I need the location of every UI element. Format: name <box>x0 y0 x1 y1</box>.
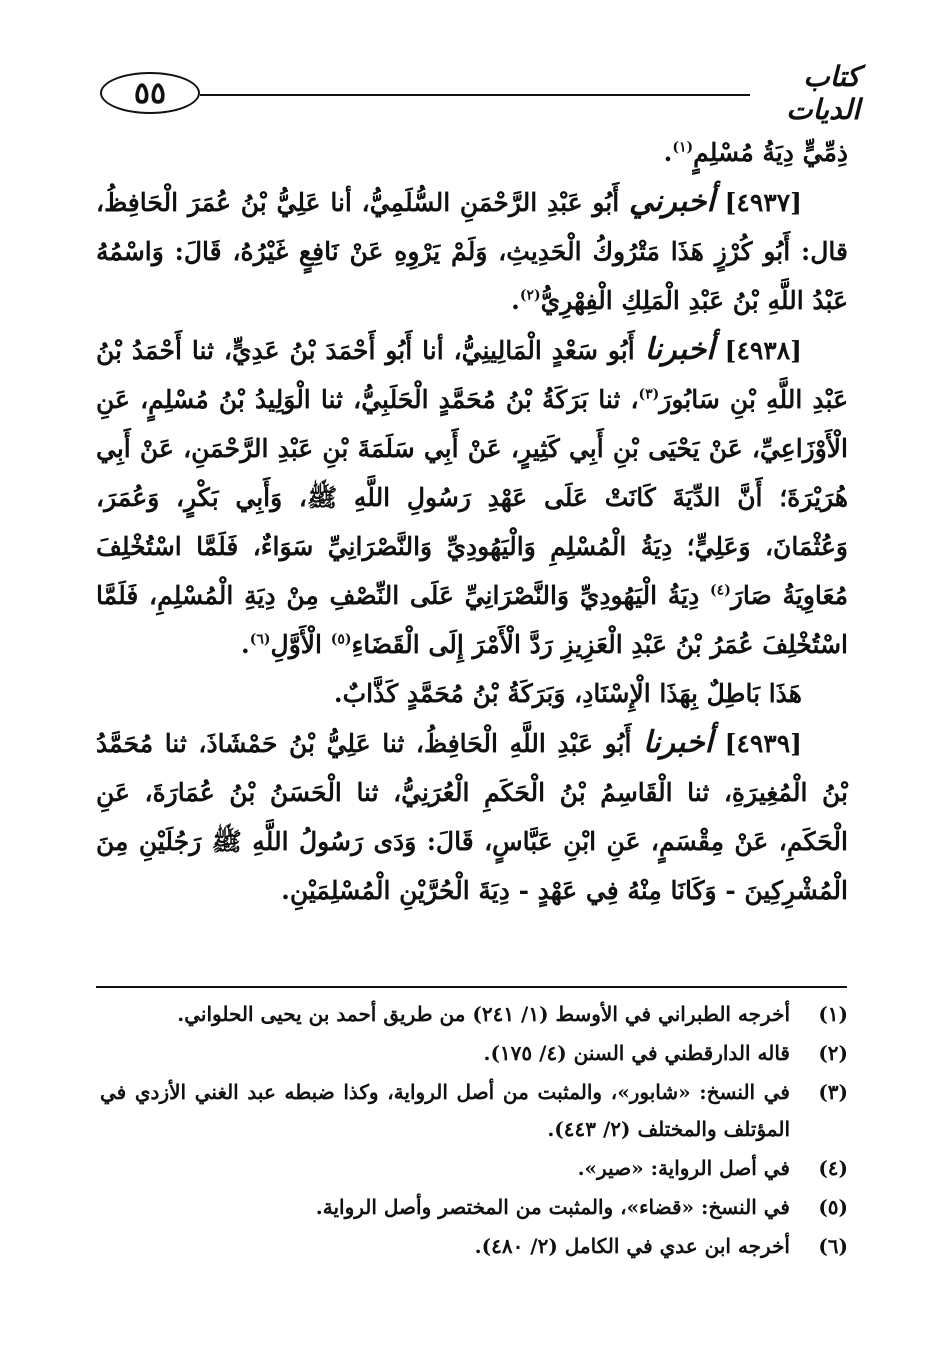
hadith-4937: [٤٩٣٧] أخبرني أَبُو عَبْدِ الرَّحْمَنِ السُّلَمِيُّ، أنا عَلِيُّ بْنُ عُمَرَ الْحَافِظُ، قال: أَبُو كُرْزٍ هَذَا مَتْرُوكُ الْحَدِيثِ، وَلَمْ يَرْوِهِ عَنْ نَافِعٍ غَيْرُهُ، قَالَ: وَاسْمُهُ عَبْدُ اللَّهِ بْنُ عَبْدِ الْمَلِكِ الْفِهْرِيُّ$^{(٢)}$. <box>96 184 848 315</box>
book-title: كتاب الديات <box>786 60 860 126</box>
footnote-ref: (٣) <box>638 386 660 403</box>
hadith-number: [٤٩٣٧] <box>724 188 802 217</box>
paragraph-continuation: ذِمِّيٍّ دِيَةُ مُسْلِمٍ$^{(١)}$. <box>663 138 848 167</box>
footnote-item <box>100 1150 848 1187</box>
header-rule <box>200 94 750 96</box>
hadith-number: [٤٩٣٩] <box>724 729 802 758</box>
footnote-item <box>100 1228 848 1265</box>
transmission-verb: أخبرني <box>628 184 715 219</box>
footnote-item <box>100 1035 848 1072</box>
hadith-4939: [٤٩٣٩] أخبرنا أَبُو عَبْدِ اللَّهِ الْحَافِظُ، ثنا عَلِيُّ بْنُ حَمْشَاذَ، ثنا مُحَمَّدُ بْنُ الْمُغِيرَةِ، ثنا الْقَاسِمُ بْنُ الْحَكَمِ الْعُرَنِيُّ، ثنا الْحَسَنُ بْنُ عُمَارَةَ، عَنِ الْحَكَمِ، عَنْ مِقْسَمٍ، عَنِ ابْنِ عَبَّاسٍ، قَالَ: وَدَى رَسُولُ اللَّهِ ﷺ رَجُلَيْنِ مِنَ الْمُشْرِكِينَ - وَكَانَا مِنْهُ فِي عَهْدٍ - دِيَةَ الْحُرَّيْنِ الْمُسْلِمَيْنِ. <box>96 725 848 905</box>
footnote-text: أخرجه ابن عدي في الكامل (٢/ ٤٨٠). <box>474 1234 790 1258</box>
footnote-number: (٤) <box>818 1156 848 1180</box>
footnote-text: قاله الدارقطني في السنن (٤/ ١٧٥). <box>483 1041 790 1065</box>
hadith-number: [٤٩٣٨] <box>724 336 802 365</box>
footnote-ref: (٢) <box>519 287 541 304</box>
footnote-ref: (٦) <box>249 631 271 648</box>
page-number: ٥٥ <box>100 72 200 114</box>
transmission-verb: أخبرنا <box>644 332 715 367</box>
commentary-paragraph: هَذَا بَاطِلٌ بِهَذَا الْإِسْنَادِ، وَبَرَكَةُ بْنُ مُحَمَّدٍ كَذَّابٌ. <box>333 679 802 708</box>
footnote-number: (٢) <box>818 1041 848 1065</box>
footnote-text: أخرجه الطبراني في الأوسط (١/ ٢٤١) من طريق أحمد بن يحيى الحلواني. <box>177 1002 790 1026</box>
footnote-separator <box>96 986 847 988</box>
footnote-item <box>100 1074 848 1148</box>
footnote-item <box>100 996 848 1033</box>
footnote-number: (١) <box>818 1002 848 1026</box>
footnote-ref: (٤) <box>710 582 731 599</box>
footnotes <box>100 996 848 1267</box>
footnote-text: في النسخ: «قضاء»، والمثبت من المختصر وأصل الرواية. <box>315 1195 790 1219</box>
footnote-text: في النسخ: «شابور»، والمثبت من أصل الرواية، وكذا ضبطه عبد الغني الأزدي في المؤتلف والمختلف (٢/ ٤٤٣). <box>100 1080 790 1141</box>
footnote-number: (٥) <box>818 1195 848 1219</box>
hadith-4938: [٤٩٣٨] أخبرنا أَبُو سَعْدٍ الْمَالِينِيُّ، أنا أَبُو أَحْمَدَ بْنُ عَدِيٍّ، ثنا أَحْمَدُ بْنُ عَبْدِ اللَّهِ بْنِ سَابُورَ$^{(٣)}$، ثنا بَرَكَةُ بْنُ مُحَمَّدٍ الْحَلَبِيُّ، ثنا الْوَلِيدُ بْنُ مُسْلِمٍ، عَنِ الْأَوْزَاعِيِّ، عَنْ يَحْيَى بْنِ أَبِي كَثِيرٍ، عَنْ أَبِي سَلَمَةَ بْنِ عَبْدِ الرَّحْمَنِ، عَنْ أَبِي هُرَيْرَةَ؛ أَنَّ الدِّيَةَ كَانَتْ عَلَى عَهْدِ رَسُولِ اللَّهِ ﷺ، وَأَبِي بَكْرٍ، وَعُمَرَ، وَعُثْمَانَ، وَعَلِيٍّ؛ دِيَةُ الْمُسْلِمِ وَالْيَهُودِيِّ وَالنَّصْرَانِيِّ سَوَاءٌ، فَلَمَّا اسْتُخْلِفَ مُعَاوِيَةُ صَارَ$^{(٤)}$ دِيَةُ الْيَهُودِيِّ وَالنَّصْرَانِيِّ عَلَى النِّصْفِ مِنْ دِيَةِ الْمُسْلِمِ، فَلَمَّا اسْتُخْلِفَ عُمَرُ بْنُ عَبْدِ الْعَزِيزِ رَدَّ الْأَمْرَ إِلَى الْقَضَاءِ$^{(٥)}$ الْأَوَّلِ$^{(٦)}$. <box>96 332 848 659</box>
footnote-item <box>100 1189 848 1226</box>
footnote-ref: (١) <box>672 139 694 156</box>
footnote-number: (٦) <box>818 1234 848 1258</box>
main-text <box>96 128 848 915</box>
footnote-ref: (٥) <box>330 631 352 648</box>
transmission-verb: أخبرنا <box>643 725 713 760</box>
page-header <box>100 60 860 126</box>
footnote-text: في أصل الرواية: «صير». <box>577 1156 790 1180</box>
footnote-number: (٣) <box>818 1080 848 1104</box>
